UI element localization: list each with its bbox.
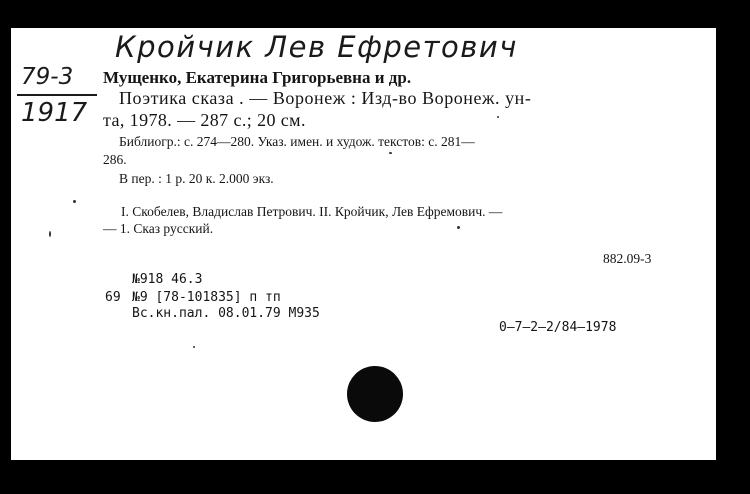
punched-hole: [347, 366, 403, 422]
scan-speck: [457, 226, 460, 229]
accession-number-2: №9 [78-101835] п тп: [132, 290, 281, 305]
note-bibliography-line-2: 286.: [103, 152, 127, 167]
scan-speck: [497, 116, 499, 118]
handwritten-name: Кройчик Лев Ефретович: [115, 30, 518, 64]
call-number-top: 79-3: [21, 64, 74, 90]
reference-code: 0—7—2—2/84—1978: [499, 320, 617, 335]
note-binding-price: В пер. : 1 р. 20 к. 2.000 экз.: [119, 171, 274, 186]
author-heading: Мущенко, Екатерина Григорьевна и др.: [103, 68, 412, 87]
scan-speck: [49, 231, 51, 237]
scan-speck: [389, 152, 392, 154]
accession-prefix: 69: [105, 290, 121, 305]
call-number-bottom: 1917: [21, 98, 88, 128]
title-line-1: Поэтика сказа . — Воронеж : Изд-во Воронеж. ун-: [119, 88, 532, 108]
title-line-2: та, 1978. — 287 с.; 20 см.: [103, 110, 306, 130]
tracings-line-2: — 1. Сказ русский.: [103, 221, 214, 236]
note-bibliography-line-1: Библиогр.: с. 274—280. Указ. имен. и худож. текстов: с. 281—: [119, 134, 475, 149]
accession-number-1: №918 46.3: [132, 272, 203, 287]
scan-speck: [73, 200, 76, 203]
tracings-line-1: I. Скобелев, Владислав Петрович. II. Кройчик, Лев Ефремович. —: [121, 204, 503, 219]
scan-speck: [193, 346, 195, 348]
classification-number: 882.09-3: [603, 251, 652, 266]
call-number-divider: [17, 94, 97, 96]
book-chamber-stamp: Вс.кн.пал. 08.01.79 М935: [132, 306, 320, 321]
